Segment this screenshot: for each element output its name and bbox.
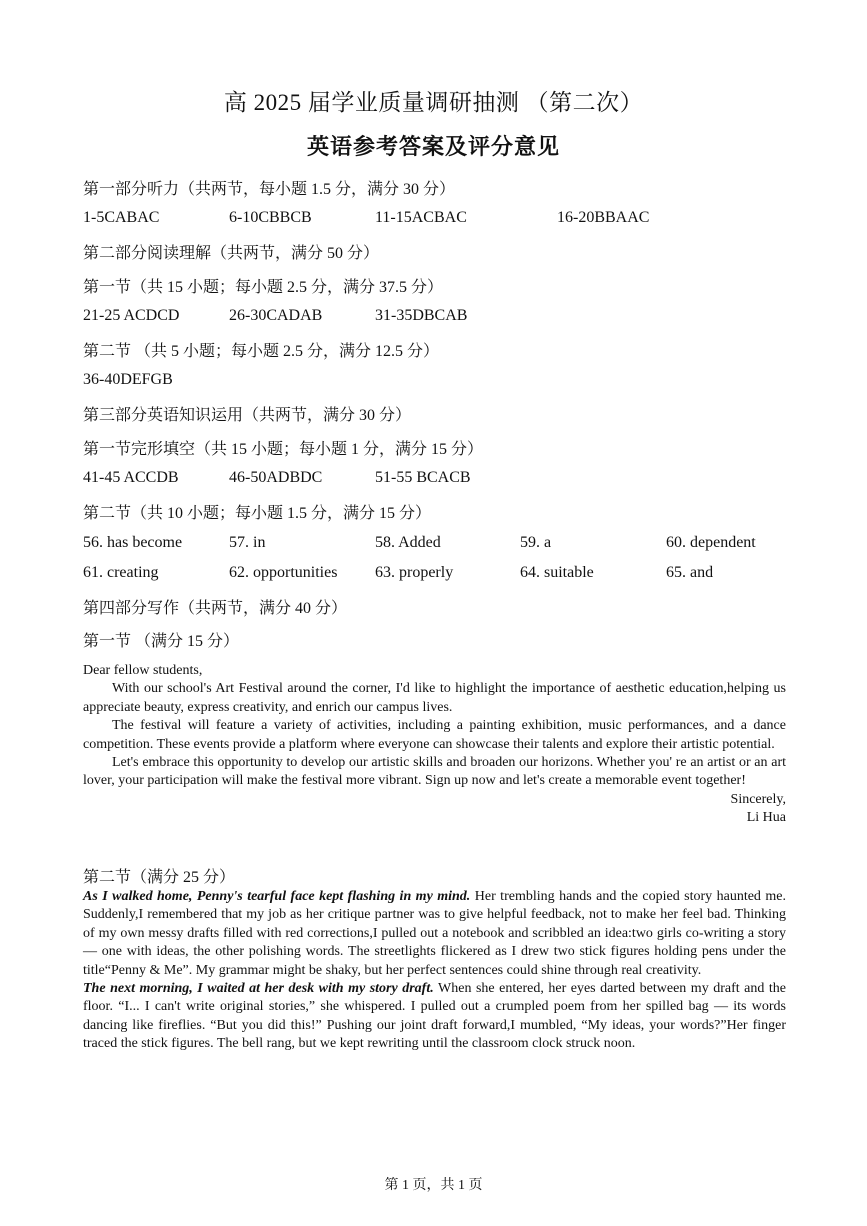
- answer-group: 6-10CBBCB: [229, 209, 312, 226]
- part3-heading: 第三部分英语知识运用（共两节，满分 30 分）: [83, 407, 412, 424]
- answer-item: 56. has become: [83, 534, 183, 551]
- answer-group: 36-40DEFGB: [83, 371, 173, 388]
- part3-section1-heading: 第一节完形填空（共 15 小题；每小题 1 分，满分 15 分）: [83, 441, 484, 458]
- answer-item: 57. in: [229, 534, 266, 551]
- part1-heading: 第一部分听力（共两节，每小题 1.5 分，满分 30 分）: [83, 181, 456, 198]
- answer-group: 41-45 ACCDB: [83, 469, 179, 486]
- part4-section2-heading: 第二节（满分 25 分）: [83, 869, 236, 886]
- answer-group: 26-30CADAB: [229, 307, 323, 324]
- answer-group: 31-35DBCAB: [375, 307, 468, 324]
- letter-paragraph: Let's embrace this opportunity to develop our artistic skills and broaden our horizons. Whether you' re an artist or an art lover, your participation will make the festival more vibrant. Sign up now and let's create a memorable event together!: [83, 755, 786, 789]
- answer-item: 60. dependent: [666, 534, 756, 551]
- letter-greeting: Dear fellow students,: [83, 663, 203, 678]
- sample-letter: [83, 662, 786, 828]
- page-title: 高 2025 届学业质量调研抽测 （第二次）: [223, 90, 644, 115]
- story-paragraph: [83, 980, 786, 1054]
- answer-group: 21-25 ACDCD: [83, 307, 180, 324]
- part2-heading: 第二部分阅读理解（共两节，满分 50 分）: [83, 245, 380, 262]
- story-body: Her trembling hands and the copied story haunted me. Suddenly,I remembered that my job as her critique partner was to give helpful feedback, not to make her feel bad. Thinking of my own messy drafts filled with red corrections,I pulled out a notebook and scribbled an idea:two girls co-writing a story — one with ideas, the other polishing words. The streetlights flickered as I drew two stick figures holding pens under the title“Penny & Me”. My grammar might be shaky, but her perfect sentences could shine through real creativity.: [83, 889, 786, 978]
- answer-item: 63. properly: [375, 564, 454, 581]
- answer-group: 51-55 BCACB: [375, 469, 471, 486]
- letter-signature: Li Hua: [746, 810, 786, 826]
- answer-group: 11-15ACBAC: [375, 209, 467, 226]
- part2-section1-heading: 第一节（共 15 小题；每小题 2.5 分，满分 37.5 分）: [83, 279, 444, 296]
- story-lead-sentence: The next morning, I waited at her desk with my story draft.: [83, 981, 434, 997]
- answer-group: 46-50ADBDC: [229, 469, 323, 486]
- page-subtitle: 英语参考答案及评分意见: [306, 134, 560, 159]
- answer-item: 62. opportunities: [229, 564, 338, 581]
- letter-closing: Sincerely,: [730, 791, 786, 807]
- letter-paragraph: With our school's Art Festival around the corner, I'd like to highlight the importance of aesthetic education,helping us appreciate beauty, express creativity, and enrich our campus lives.: [83, 681, 786, 715]
- answer-item: 61. creating: [83, 564, 159, 581]
- part4-section1-heading: 第一节 （满分 15 分）: [83, 633, 240, 650]
- answer-group: 16-20BBAAC: [557, 209, 650, 226]
- part3-section2-heading: 第二节（共 10 小题；每小题 1.5 分，满分 15 分）: [83, 505, 432, 522]
- answer-item: 64. suitable: [520, 564, 594, 581]
- page-footer: 第 1 页，共 1 页: [384, 1178, 483, 1193]
- part2-section2-heading: 第二节 （共 5 小题；每小题 2.5 分，满分 12.5 分）: [83, 343, 440, 360]
- answer-item: 58. Added: [375, 534, 441, 551]
- answer-item: 59. a: [520, 534, 552, 551]
- sample-story: [83, 888, 786, 1054]
- story-lead-sentence: As I walked home, Penny's tearful face kept flashing in my mind.: [83, 889, 471, 904]
- letter-paragraph: The festival will feature a variety of activities, including a painting exhibition, music performances, and a dance competition. These events provide a platform where everyone can showcase their talents and explore their artistic potential.: [83, 718, 786, 752]
- story-paragraph: [83, 888, 786, 980]
- story-body: When she entered, her eyes darted between my draft and the floor. “I... I can't write original stories,” she whispered. I pulled out a crumpled poem from her spilled bag — its words dancing like fireflies. “But you did this!” Pushing our joint draft forward,I mumbled, “My ideas, your words?”Her finger traced the stick figures. The bell rang, but we kept rewriting until the classroom clock struck noon.: [83, 981, 786, 1052]
- part4-heading: 第四部分写作（共两节，满分 40 分）: [83, 600, 348, 617]
- answer-group: 1-5CABAC: [83, 209, 160, 226]
- answer-item: 65. and: [666, 564, 714, 581]
